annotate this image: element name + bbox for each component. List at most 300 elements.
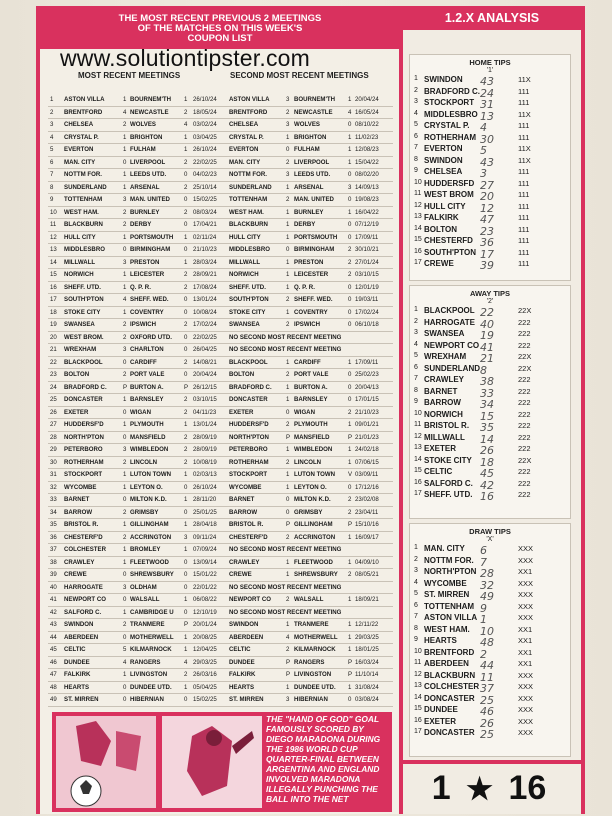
cell-h2: PETERBORO bbox=[229, 446, 268, 453]
cell-a1: HIBERNIAN bbox=[130, 696, 164, 703]
tip-team: CELTIC bbox=[424, 467, 453, 476]
cell-n: 9 bbox=[50, 196, 54, 203]
tip-tip: XXX bbox=[518, 705, 534, 714]
cell-h2: HEARTS bbox=[229, 683, 255, 691]
table-row bbox=[48, 257, 393, 270]
cell-s3: 1 bbox=[286, 358, 290, 366]
tip-hw: 12 bbox=[480, 201, 494, 215]
cell-s3: 2 bbox=[286, 108, 290, 116]
cell-s4: 0 bbox=[348, 321, 352, 328]
cell-d1: 03/04/25 bbox=[193, 133, 217, 141]
cell-d1: 22/01/22 bbox=[193, 583, 217, 591]
cell-s3: 1 bbox=[286, 571, 290, 578]
cell-n: 24 bbox=[50, 383, 57, 391]
cell-h2: ASTON VILLA bbox=[229, 96, 270, 103]
draw-tip-row bbox=[410, 601, 570, 613]
cell-h1: BRENTFORD bbox=[64, 108, 103, 116]
cell-a2: RANGERS bbox=[294, 658, 325, 666]
tip-tip: 111 bbox=[518, 132, 530, 142]
cell-h2: CHELSEA bbox=[229, 121, 259, 128]
tip-tip: 222 bbox=[518, 386, 531, 396]
cell-n: 8 bbox=[50, 183, 54, 191]
cell-d1: 15/02/25 bbox=[193, 696, 217, 703]
table-row bbox=[48, 282, 393, 295]
tip-team: BOLTON bbox=[424, 224, 458, 234]
tip-hw: 19 bbox=[480, 329, 494, 342]
cell-n: 35 bbox=[50, 521, 57, 528]
cell-s4: 1 bbox=[348, 621, 352, 628]
cell-s2: 2 bbox=[184, 208, 188, 216]
tip-team: DONCASTER bbox=[424, 693, 475, 703]
cell-s4: 0 bbox=[348, 308, 352, 316]
cell-s3: 3 bbox=[286, 696, 290, 703]
away-tips-header: AWAY TIPS bbox=[469, 289, 511, 298]
tip-hw: 46 bbox=[480, 705, 494, 718]
cell-s4: 2 bbox=[348, 571, 352, 578]
tip-n: 5 bbox=[414, 352, 418, 359]
tip-tip: 22X bbox=[518, 455, 532, 465]
cell-s2: 0 bbox=[184, 308, 188, 316]
cell-h2: CRAWLEY bbox=[229, 558, 260, 566]
cell-s2: 3 bbox=[184, 533, 188, 541]
cell-h1: NORWICH bbox=[64, 271, 94, 278]
table-row bbox=[48, 469, 393, 482]
table-row bbox=[48, 319, 393, 332]
cell-s2: 1 bbox=[184, 133, 188, 141]
cell-s4: 0 bbox=[348, 371, 352, 378]
home-tip-row bbox=[410, 189, 570, 201]
cell-d2: 31/08/24 bbox=[355, 683, 379, 691]
page-number-right: 16 bbox=[508, 769, 547, 807]
draw-tips-box bbox=[409, 523, 571, 757]
table-row bbox=[48, 494, 393, 507]
tip-tip: XXX bbox=[518, 555, 534, 565]
cell-h2: TOTTENHAM bbox=[229, 196, 268, 203]
cell-h1: CHESTERF'D bbox=[64, 533, 103, 541]
tip-tip: 222 bbox=[518, 432, 531, 442]
cell-h1: BARNET bbox=[64, 496, 90, 503]
tip-tip: 111 bbox=[518, 190, 530, 199]
cell-n: 5 bbox=[50, 146, 54, 153]
cell-a2: BRIGHTON bbox=[294, 133, 327, 141]
home-tip-row bbox=[410, 143, 570, 155]
cell-s1: 3 bbox=[123, 346, 127, 353]
cell-s1: 1 bbox=[123, 183, 127, 191]
cell-s4: 4 bbox=[348, 108, 352, 116]
cell-a1: LINCOLN bbox=[130, 458, 158, 466]
cell-s2: 1 bbox=[184, 96, 188, 103]
cell-h2: ROTHERHAM bbox=[229, 458, 269, 466]
cell-s1: 2 bbox=[123, 508, 127, 516]
table-row bbox=[48, 269, 393, 282]
tip-team: TOTTENHAM bbox=[424, 601, 475, 611]
cell-a1: BARNSLEY bbox=[130, 396, 164, 403]
tip-team: DUNDEE bbox=[424, 705, 458, 714]
cell-d1: 28/03/24 bbox=[193, 258, 217, 266]
cell-a1: ACCRINGTON bbox=[130, 533, 172, 541]
cell-s3: 1 bbox=[286, 396, 290, 403]
cell-h1: DONCASTER bbox=[64, 396, 103, 403]
cell-s3: 2 bbox=[286, 596, 290, 603]
cell-a1: PORT VALE bbox=[130, 371, 165, 378]
cell-s2: 0 bbox=[184, 196, 188, 203]
cell-s1: 2 bbox=[123, 621, 127, 628]
tip-n: 16 bbox=[414, 716, 422, 724]
cell-s4: 0 bbox=[348, 396, 352, 403]
tip-hw: 37 bbox=[480, 682, 494, 695]
cell-s1: 0 bbox=[123, 358, 127, 366]
table-row bbox=[48, 382, 393, 395]
draw-tip-row bbox=[410, 681, 570, 693]
cell-h2: STOKE CITY bbox=[229, 308, 266, 316]
tip-n: 3 bbox=[414, 98, 418, 105]
cell-a2: BOURNEM'TH bbox=[294, 96, 336, 103]
cell-s4: 2 bbox=[348, 271, 352, 278]
table-row bbox=[48, 369, 393, 382]
tip-tip: 22X bbox=[518, 352, 532, 361]
cell-h2: NEWPORT CO bbox=[229, 596, 271, 603]
cell-s3: 4 bbox=[286, 633, 290, 641]
cell-h1: FALKIRK bbox=[64, 671, 91, 678]
cell-s4: 0 bbox=[348, 121, 352, 128]
tip-n: 1 bbox=[414, 544, 418, 551]
tip-n: 10 bbox=[414, 178, 422, 186]
cell-d1: 03/10/15 bbox=[193, 396, 217, 403]
tip-tip: XXX bbox=[518, 716, 534, 726]
cell-s3: 0 bbox=[286, 508, 290, 516]
cell-d1: 14/08/21 bbox=[193, 358, 217, 366]
cell-h2: HUDDERSF'D bbox=[229, 421, 269, 428]
away-tip-row bbox=[410, 466, 570, 478]
cell-a2: MANSFIELD bbox=[294, 433, 330, 441]
cell-a2: LIVINGSTON bbox=[294, 671, 332, 678]
cell-a1: OXFORD UTD. bbox=[130, 333, 172, 341]
cell-s2: 1 bbox=[184, 421, 188, 428]
cell-d2: 12/08/23 bbox=[355, 146, 379, 153]
cell-d1: 28/11/20 bbox=[193, 496, 217, 503]
analysis-title: 1.2.X ANALYSIS bbox=[403, 6, 581, 33]
table-row bbox=[48, 107, 393, 120]
tip-n: 12 bbox=[414, 201, 422, 209]
cell-nsr: NO SECOND MOST RECENT MEETING bbox=[229, 583, 342, 591]
cell-h1: HEARTS bbox=[64, 683, 90, 691]
table-row bbox=[48, 232, 393, 245]
cell-s1: 0 bbox=[123, 246, 127, 253]
cell-s2: 1 bbox=[184, 233, 188, 241]
tip-team: CREWE bbox=[424, 259, 454, 268]
cell-s3: 1 bbox=[286, 183, 290, 191]
tip-hw: 18 bbox=[480, 455, 494, 469]
cell-s3: 1 bbox=[286, 483, 290, 491]
cell-a2: LEICESTER bbox=[294, 271, 329, 278]
cell-d2: 12/11/22 bbox=[355, 621, 379, 628]
cell-s2: 1 bbox=[184, 546, 188, 553]
cell-s1: 1 bbox=[123, 396, 127, 403]
cell-n: 17 bbox=[50, 296, 57, 303]
cell-h2: ST. MIRREN bbox=[229, 696, 264, 703]
cell-h2: BLACKPOOL bbox=[229, 358, 268, 366]
cell-h2: BRISTOL R. bbox=[229, 521, 264, 528]
cell-d2: 18/09/21 bbox=[355, 596, 379, 603]
cell-s2: 2 bbox=[184, 283, 188, 291]
tip-hw: 25 bbox=[480, 693, 494, 707]
cell-s1: 0 bbox=[123, 158, 127, 166]
away-tip-row bbox=[410, 432, 570, 444]
tip-n: 8 bbox=[414, 155, 418, 163]
tip-hw: 31 bbox=[480, 98, 494, 111]
cell-d1: 21/10/23 bbox=[193, 246, 217, 253]
home-tip-row bbox=[410, 132, 570, 144]
cell-h2: CRYSTAL P. bbox=[229, 133, 264, 141]
cell-a1: DUNDEE UTD. bbox=[130, 683, 172, 691]
cell-s3: 1 bbox=[286, 683, 290, 691]
cell-d1: 26/12/15 bbox=[193, 383, 217, 391]
cell-n: 7 bbox=[50, 171, 54, 178]
tip-team: WEST BROM bbox=[424, 190, 474, 199]
table-row bbox=[48, 157, 393, 170]
cell-s1: 2 bbox=[123, 221, 127, 228]
cell-a2: LEYTON O. bbox=[294, 483, 327, 491]
cell-a1: WIGAN bbox=[130, 408, 151, 416]
cell-a1: LEICESTER bbox=[130, 271, 165, 278]
cell-s3: P bbox=[286, 658, 291, 666]
table-row bbox=[48, 607, 393, 620]
away-tip-row bbox=[410, 409, 570, 421]
cell-s1: 0 bbox=[123, 433, 127, 441]
cell-d2: 17/12/16 bbox=[355, 483, 379, 491]
home-tip-row bbox=[410, 166, 570, 178]
tip-tip: 11X bbox=[518, 75, 531, 84]
tip-n: 15 bbox=[414, 467, 422, 474]
cell-a2: FULHAM bbox=[294, 146, 320, 153]
cell-d2: 08/10/22 bbox=[355, 121, 379, 128]
cell-n: 29 bbox=[50, 446, 57, 453]
tip-team: COLCHESTER bbox=[424, 682, 480, 691]
tip-n: 17 bbox=[414, 259, 422, 266]
tip-n: 15 bbox=[414, 705, 422, 712]
tip-n: 11 bbox=[414, 421, 422, 428]
tip-tip: 111 bbox=[518, 224, 530, 234]
cell-s4: 1 bbox=[348, 458, 352, 466]
tip-team: SWINDON bbox=[424, 75, 463, 84]
cell-a1: ARSENAL bbox=[130, 183, 160, 191]
tip-team: EXETER bbox=[424, 716, 457, 726]
away-tip-row bbox=[410, 455, 570, 467]
cell-n: 38 bbox=[50, 558, 57, 566]
cell-s3: 1 bbox=[286, 383, 290, 391]
away-tip-row bbox=[410, 363, 570, 375]
cell-s1: 1 bbox=[123, 308, 127, 316]
tip-hw: 26 bbox=[480, 716, 494, 730]
cell-d2: 16/04/22 bbox=[355, 208, 379, 216]
cell-a2: TRANMERE bbox=[294, 621, 329, 628]
table-row bbox=[48, 419, 393, 432]
cell-s1: 0 bbox=[123, 496, 127, 503]
cell-d1: 26/10/24 bbox=[193, 483, 217, 491]
cell-s1: 4 bbox=[123, 658, 127, 666]
draw-tip-row bbox=[410, 612, 570, 624]
away-tip-row bbox=[410, 386, 570, 398]
draw-tip-row bbox=[410, 555, 570, 567]
cell-h2: BARROW bbox=[229, 508, 258, 516]
cell-a1: MILTON K.D. bbox=[130, 496, 167, 503]
cell-s3: 2 bbox=[286, 158, 290, 166]
tip-team: SUNDERLAND bbox=[424, 363, 480, 373]
tip-hw: 21 bbox=[480, 352, 494, 365]
away-tips-list bbox=[410, 305, 570, 501]
cell-d2: 17/02/24 bbox=[355, 308, 379, 316]
cell-n: 12 bbox=[50, 233, 57, 241]
cell-n: 41 bbox=[50, 596, 57, 603]
cell-d1: 26/03/16 bbox=[193, 671, 217, 678]
cell-s4: 2 bbox=[348, 258, 352, 266]
cell-a1: WOLVES bbox=[130, 121, 156, 128]
tip-tip: 111 bbox=[518, 167, 530, 176]
cell-s2: 2 bbox=[184, 433, 188, 441]
cell-s2: 1 bbox=[184, 471, 188, 478]
tip-team: DONCASTER bbox=[424, 728, 475, 737]
cell-h2: BRENTFORD bbox=[229, 108, 268, 116]
tip-tip: XX1 bbox=[518, 624, 533, 634]
home-tip-row bbox=[410, 224, 570, 236]
tip-tip: 222 bbox=[518, 398, 531, 407]
cell-a2: LINCOLN bbox=[294, 458, 322, 466]
away-tip-row bbox=[410, 328, 570, 340]
cell-s2: 0 bbox=[184, 296, 188, 303]
tip-team: BLACKPOOL bbox=[424, 306, 475, 315]
cell-h1: ABERDEEN bbox=[64, 633, 99, 641]
cell-s2: 2 bbox=[184, 183, 188, 191]
cell-d2: 11/02/23 bbox=[355, 133, 379, 141]
cell-s4: P bbox=[348, 521, 353, 528]
tip-tip: XXX bbox=[518, 601, 534, 611]
cell-s2: 1 bbox=[184, 646, 188, 653]
cell-d2: 11/10/14 bbox=[355, 671, 379, 678]
cell-s2: 0 bbox=[184, 508, 188, 516]
cell-s3: 2 bbox=[286, 421, 290, 428]
cell-s2: 1 bbox=[184, 633, 188, 641]
cell-a2: LIVERPOOL bbox=[294, 158, 330, 166]
cell-a2: PORTSMOUTH bbox=[294, 233, 338, 241]
tip-hw: 48 bbox=[480, 636, 494, 649]
cell-a2: GILLINGHAM bbox=[294, 521, 333, 528]
cell-s2: 1 bbox=[184, 596, 188, 603]
cell-n: 21 bbox=[50, 346, 57, 353]
tip-team: CHESTERFD bbox=[424, 236, 473, 245]
tip-tip: 222 bbox=[518, 444, 531, 453]
tip-hw: 10 bbox=[480, 624, 494, 638]
tip-team: MILLWALL bbox=[424, 432, 465, 442]
tip-tip: 222 bbox=[518, 329, 531, 338]
cell-n: 22 bbox=[50, 358, 57, 366]
cell-n: 46 bbox=[50, 658, 57, 666]
cell-d2: 19/08/23 bbox=[355, 196, 379, 203]
tip-team: CHELSEA bbox=[424, 167, 463, 176]
cell-h2: SUNDERLAND bbox=[229, 183, 272, 191]
home-tip-row bbox=[410, 155, 570, 167]
cell-s1: 0 bbox=[123, 696, 127, 703]
cell-n: 36 bbox=[50, 533, 57, 541]
cell-s1: 0 bbox=[123, 596, 127, 603]
cell-n: 14 bbox=[50, 258, 57, 266]
cell-a1: FULHAM bbox=[130, 146, 156, 153]
cell-nsr: NO SECOND MOST RECENT MEETING bbox=[229, 346, 342, 353]
cell-s4: 0 bbox=[348, 171, 352, 178]
cell-s4: 1 bbox=[348, 96, 352, 103]
tip-n: 13 bbox=[414, 444, 422, 451]
cell-h1: SWINDON bbox=[64, 621, 94, 628]
tip-hw: 8 bbox=[480, 363, 487, 377]
away-tips-box bbox=[409, 285, 571, 519]
cell-n: 47 bbox=[50, 671, 57, 678]
cell-s2: 0 bbox=[184, 583, 188, 591]
cell-n: 6 bbox=[50, 158, 54, 166]
tip-hw: 4 bbox=[480, 121, 487, 134]
table-row bbox=[48, 569, 393, 582]
cell-h1: EVERTON bbox=[64, 146, 94, 153]
cell-s4: 3 bbox=[348, 183, 352, 191]
home-tips-sub: '1' bbox=[486, 67, 494, 74]
tip-team: EXETER bbox=[424, 444, 457, 453]
tip-hw: 14 bbox=[480, 432, 494, 446]
cell-d1: 08/03/24 bbox=[193, 208, 217, 216]
table-row bbox=[48, 594, 393, 607]
cell-s1: 1 bbox=[123, 146, 127, 153]
cell-d2: 24/02/18 bbox=[355, 446, 379, 453]
home-tip-row bbox=[410, 74, 570, 86]
cell-s1: 2 bbox=[123, 458, 127, 466]
table-row bbox=[48, 169, 393, 182]
cell-h1: CRAWLEY bbox=[64, 558, 95, 566]
tip-tip: 222 bbox=[518, 317, 531, 327]
table-row bbox=[48, 519, 393, 532]
tip-hw: 30 bbox=[480, 132, 494, 146]
cell-a1: FLEETWOOD bbox=[130, 558, 169, 566]
cell-s3: 2 bbox=[286, 371, 290, 378]
tip-tip: XXX bbox=[518, 728, 534, 737]
tip-n: 17 bbox=[414, 728, 422, 735]
tip-tip: XXX bbox=[518, 544, 534, 553]
cell-h1: SHEFF. UTD. bbox=[64, 283, 101, 291]
cell-s1: 3 bbox=[123, 258, 127, 266]
cell-d2: 17/09/11 bbox=[355, 233, 379, 241]
cell-s1: 2 bbox=[123, 321, 127, 328]
cell-a1: LIVINGSTON bbox=[130, 671, 168, 678]
table-row bbox=[48, 582, 393, 595]
tip-hw: 23 bbox=[480, 224, 494, 238]
cell-d2: 23/04/11 bbox=[355, 508, 379, 516]
cell-d1: 12/10/19 bbox=[193, 608, 217, 616]
tip-tip: 222 bbox=[518, 490, 531, 499]
tip-team: HARROGATE bbox=[424, 317, 475, 327]
cell-nsr: NO SECOND MOST RECENT MEETING bbox=[229, 333, 342, 341]
cell-h2: EXETER bbox=[229, 408, 254, 416]
cell-h2: NORWICH bbox=[229, 271, 259, 278]
cell-h1: TOTTENHAM bbox=[64, 196, 103, 203]
cell-a2: WALSALL bbox=[294, 596, 324, 603]
tip-n: 5 bbox=[414, 590, 418, 597]
cell-s4: V bbox=[348, 471, 353, 478]
cell-a1: RANGERS bbox=[130, 658, 161, 666]
cell-s1: 4 bbox=[123, 108, 127, 116]
draw-tips-header: DRAW TIPS bbox=[469, 527, 511, 536]
cell-n: 23 bbox=[50, 371, 57, 378]
tip-team: HUDDERSFD bbox=[424, 178, 475, 188]
cell-a1: KILMARNOCK bbox=[130, 646, 172, 653]
cell-n: 3 bbox=[50, 121, 54, 128]
tip-team: STOCKPORT bbox=[424, 98, 475, 107]
cell-s4: 1 bbox=[348, 358, 352, 366]
